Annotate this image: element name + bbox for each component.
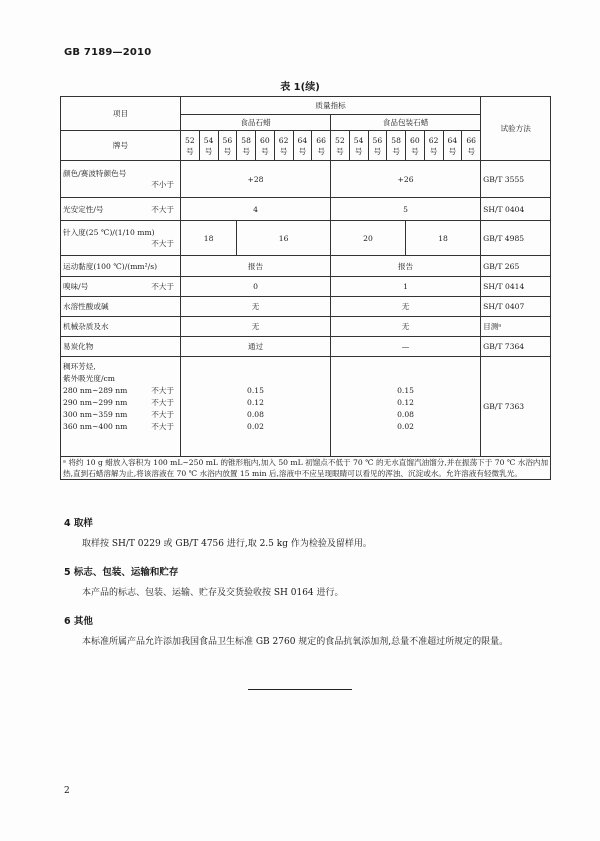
test-method: 目测ᵃ [481,317,551,337]
food-value: 通过 [181,337,331,357]
grade-number: 66号 [462,131,481,161]
food-wax-header: 食品石蜡 [181,115,331,131]
test-method: GB/T 3555 [481,161,551,198]
grade-header: 牌号 [61,131,181,161]
grade-number: 58号 [387,131,406,161]
grade-number: 52号 [331,131,350,161]
grade-number: 64号 [443,131,462,161]
table-footnote: ᵃ 将约 10 g 蜡放入容积为 100 mL~250 mL 的锥形瓶内,加入 50 mL 初馏点不低于 70 ℃ 的无水直馏汽油馏分,并在振荡下于 70 ℃ 水浴内加热,直到石蜡溶解为止,将该溶液在 70 ℃ 水浴内放置 15 min 后,溶液中不应呈现眼睛可以看见的浑浊、沉淀或水。允许溶液有轻微乳光。 [61,457,551,480]
pack-value: 报告 [331,256,481,277]
section-body: 本产品的标志、包装、运输、贮存及交货验收按 SH 0164 进行。 [82,588,344,598]
section-heading: 6 其他 [64,616,93,627]
grade-number: 66号 [312,131,331,161]
grade-number: 56号 [368,131,387,161]
pack-value: 18 [406,221,481,256]
pack-wax-header: 食品包装石蜡 [331,115,481,131]
test-method: GB/T 4985 [481,221,551,256]
food-value: 18 [181,221,237,256]
row-label: 颜色/赛波特颜色号 不小于 [61,161,181,198]
food-value: 报告 [181,256,331,277]
grade-number: 58号 [237,131,256,161]
section-body: 本标准所属产品允许添加我国食品卫生标准 GB 2760 规定的食品抗氧添加剂,总量不准超过所规定的限量。 [82,637,509,647]
method-header: 试验方法 [481,97,551,161]
pack-value: 无 [331,297,481,317]
pack-value: +26 [331,161,481,198]
row-label: 针入度(25 ℃)/(1/10 mm) 不大于 [61,221,181,256]
grade-number: 56号 [218,131,237,161]
food-value: 4 [181,198,331,221]
pack-value: 20 [331,221,406,256]
pack-value: 1 [331,277,481,297]
grade-number: 62号 [424,131,443,161]
pack-values: 0.15 0.12 0.08 0.02 [331,357,481,457]
test-method: GB/T 7364 [481,337,551,357]
row-label: 嗅味/号 不大于 [61,277,181,297]
test-method: SH/T 0414 [481,277,551,297]
pack-value: 5 [331,198,481,221]
row-label: 易炭化物 [61,337,181,357]
row-label: 光安定性/号 不大于 [61,198,181,221]
table-caption: 表 1(续) [280,82,320,93]
pack-value: — [331,337,481,357]
grade-number: 62号 [274,131,293,161]
test-method: SH/T 0404 [481,198,551,221]
quality-header: 质量指标 [181,97,481,115]
food-value: 16 [237,221,331,256]
test-method: SH/T 0407 [481,297,551,317]
row-polycyclic-aromatics [61,357,551,457]
row-label: 水溶性酸或碱 [61,297,181,317]
pack-value: 无 [331,317,481,337]
row-light-stability [61,198,551,221]
test-method: GB/T 7363 [481,357,551,457]
row-needle-penetration [61,221,551,256]
page-number: 2 [64,786,70,796]
row-water-soluble-acid [61,297,551,317]
header-row-grades [61,131,551,161]
food-value: +28 [181,161,331,198]
row-label: 机械杂质及水 [61,317,181,337]
row-color [61,161,551,198]
header-row-quality [61,97,551,115]
section-heading: 4 取样 [64,518,93,529]
food-value: 无 [181,297,331,317]
row-carbonizable [61,337,551,357]
row-mechanical-impurity [61,317,551,337]
section-heading: 5 标志、包装、运输和贮存 [64,567,179,578]
food-values: 0.15 0.12 0.08 0.02 [181,357,331,457]
row-viscosity [61,256,551,277]
grade-number: 54号 [199,131,218,161]
spec-table [60,96,551,480]
grade-number: 60号 [256,131,275,161]
grade-number: 64号 [293,131,312,161]
grade-number: 52号 [181,131,200,161]
item-header: 项目 [61,97,181,131]
end-rule [248,689,352,690]
footnote-row [61,457,551,480]
standard-code: GB 7189—2010 [64,47,152,58]
row-odor [61,277,551,297]
grade-number: 60号 [406,131,425,161]
food-value: 0 [181,277,331,297]
test-method: GB/T 265 [481,256,551,277]
row-label: 运动黏度(100 ℃)/(mm²/s) [61,256,181,277]
food-value: 无 [181,317,331,337]
row-label: 稠环芳烃, 紫外吸光度/cm 280 nm~289 nm 不大于 290 nm~299 nm 不大于 300 nm~359 nm 不大于 360 nm~400 nm 不大于 [61,357,181,457]
section-body: 取样按 SH/T 0229 或 GB/T 4756 进行,取 2.5 kg 作为检验及留样用。 [82,539,372,549]
grade-number: 54号 [349,131,368,161]
